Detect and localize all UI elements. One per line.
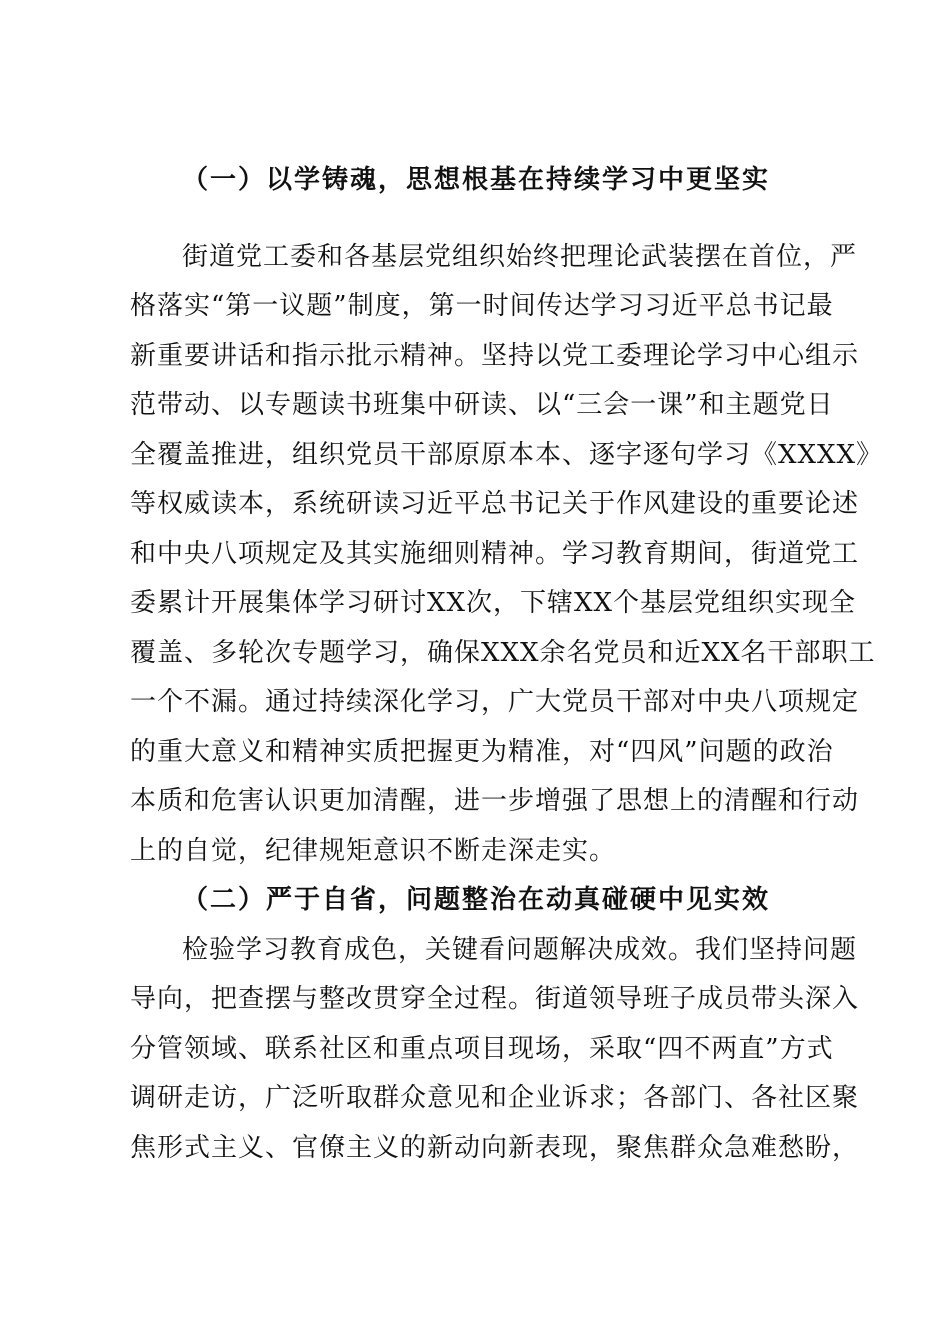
paragraph-line: 分管领域、联系社区和重点项目现场，采取“四不两直”方式	[130, 1034, 834, 1064]
paragraph-line: 调研走访，广泛听取群众意见和企业诉求；各部门、各社区聚	[130, 1083, 860, 1113]
section-heading-2: （二）严于自省，问题整治在动真碰硬中见实效	[182, 885, 771, 915]
paragraph-line: 本质和危害认识更加清醒，进一步增强了思想上的清醒和行动	[130, 786, 860, 816]
section-heading-1: （一）以学铸魂，思想根基在持续学习中更坚实	[182, 165, 771, 195]
paragraph-line: 上的自觉，纪律规矩意识不断走深走实。	[130, 836, 617, 866]
paragraph-line: 范带动、以专题读书班集中研读、以“三会一课”和主题党日	[130, 390, 834, 420]
paragraph-line: 街道党工委和各基层党组织始终把理论武装摆在首位，严	[182, 242, 858, 272]
paragraph-line: 检验学习教育成色，关键看问题解决成效。我们坚持问题	[182, 935, 858, 965]
paragraph-line: 新重要讲话和指示批示精神。坚持以党工委理论学习中心组示	[130, 341, 860, 371]
paragraph-line: 一个不漏。通过持续深化学习，广大党员干部对中央八项规定	[130, 687, 860, 717]
paragraph-line: 和中央八项规定及其实施细则精神。学习教育期间，街道党工	[130, 539, 860, 569]
paragraph-line: 焦形式主义、官僚主义的新动向新表现，聚焦群众急难愁盼，	[130, 1133, 860, 1163]
paragraph-line: 委累计开展集体学习研讨XX次，下辖XX个基层党组织实现全	[130, 588, 857, 618]
paragraph-line: 覆盖、多轮次专题学习，确保XXX余名党员和近XX名干部职工	[130, 638, 876, 668]
paragraph-line: 格落实“第一议题”制度，第一时间传达学习习近平总书记最	[130, 291, 834, 321]
paragraph-line: 等权威读本，系统研读习近平总书记关于作风建设的重要论述	[130, 489, 860, 519]
paragraph-line: 导向，把查摆与整改贯穿全过程。街道领导班子成员带头深入	[130, 984, 860, 1014]
paragraph-line: 全覆盖推进，组织党员干部原原本本、逐字逐句学习《XXXX》	[130, 440, 884, 470]
paragraph-line: 的重大意义和精神实质把握更为精准，对“四风”问题的政治	[130, 737, 834, 767]
